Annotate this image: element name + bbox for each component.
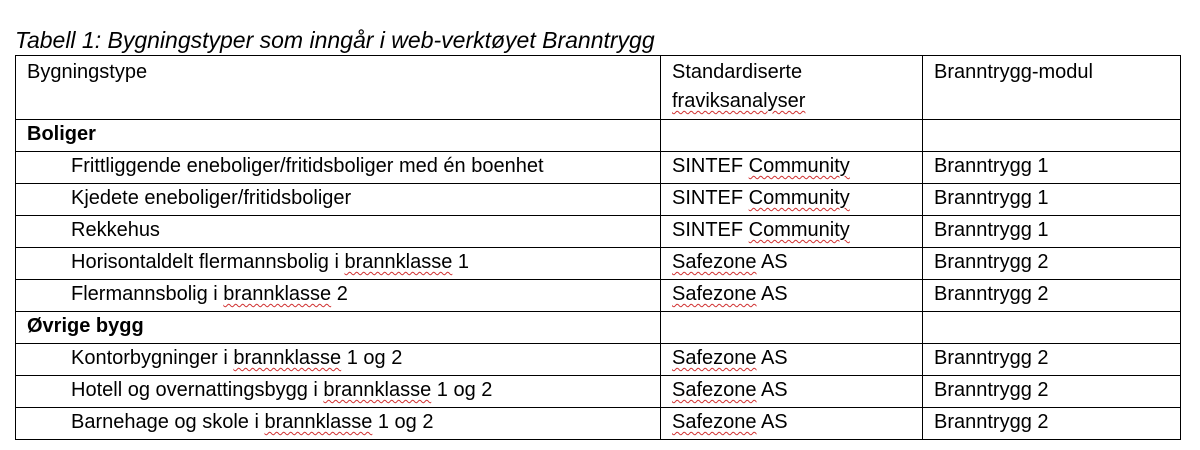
module-cell: Branntrygg 2 [923,280,1181,312]
module-cell: Branntrygg 1 [923,216,1181,248]
module-cell: Branntrygg 1 [923,152,1181,184]
header-standard-analyses-line2: fraviksanalyser [672,90,806,112]
building-type-cell: Rekkehus [16,216,661,248]
building-type-cell: Hotell og overnattingsbygg i brannklasse 1 og 2 [16,376,661,408]
header-building-type: Bygningstype [16,56,661,120]
table-row [16,152,1181,184]
building-type-cell: Horisontaldelt flermannsbolig i brannklasse 1 [16,248,661,280]
group-row-ovrige-bygg [16,312,1181,344]
analysis-cell: Safezone AS [661,376,923,408]
module-cell: Branntrygg 1 [923,184,1181,216]
header-branntrygg-module: Branntrygg-modul [923,56,1181,120]
group-label: Øvrige bygg [16,312,661,344]
building-type-cell: Barnehage og skole i brannklasse 1 og 2 [16,408,661,440]
table-row [16,216,1181,248]
module-cell: Branntrygg 2 [923,408,1181,440]
module-cell: Branntrygg 2 [923,344,1181,376]
table-row [16,344,1181,376]
analysis-cell: SINTEF Community [661,184,923,216]
table-row [16,408,1181,440]
table-row [16,184,1181,216]
building-type-cell: Kontorbygninger i brannklasse 1 og 2 [16,344,661,376]
analysis-cell: Safezone AS [661,280,923,312]
module-cell: Branntrygg 2 [923,248,1181,280]
header-standard-analyses [661,56,923,120]
analysis-cell: Safezone AS [661,248,923,280]
analysis-cell: SINTEF Community [661,152,923,184]
analysis-cell: Safezone AS [661,344,923,376]
module-cell: Branntrygg 2 [923,376,1181,408]
table-row [16,248,1181,280]
table-row [16,280,1181,312]
building-type-cell: Kjedete eneboliger/fritidsboliger [16,184,661,216]
building-type-cell: Frittliggende eneboliger/fritidsboliger med én boenhet [16,152,661,184]
group-label: Boliger [16,120,661,152]
group-row-boliger [16,120,1181,152]
table-row [16,376,1181,408]
building-types-table [15,55,1181,440]
header-standard-analyses-line1: Standardiserte [672,61,803,83]
table-caption: Tabell 1: Bygningstyper som inngår i web-verktøyet Branntrygg [15,27,655,53]
building-type-cell: Flermannsbolig i brannklasse 2 [16,280,661,312]
analysis-cell: SINTEF Community [661,216,923,248]
table-header-row [16,56,1181,120]
analysis-cell: Safezone AS [661,408,923,440]
